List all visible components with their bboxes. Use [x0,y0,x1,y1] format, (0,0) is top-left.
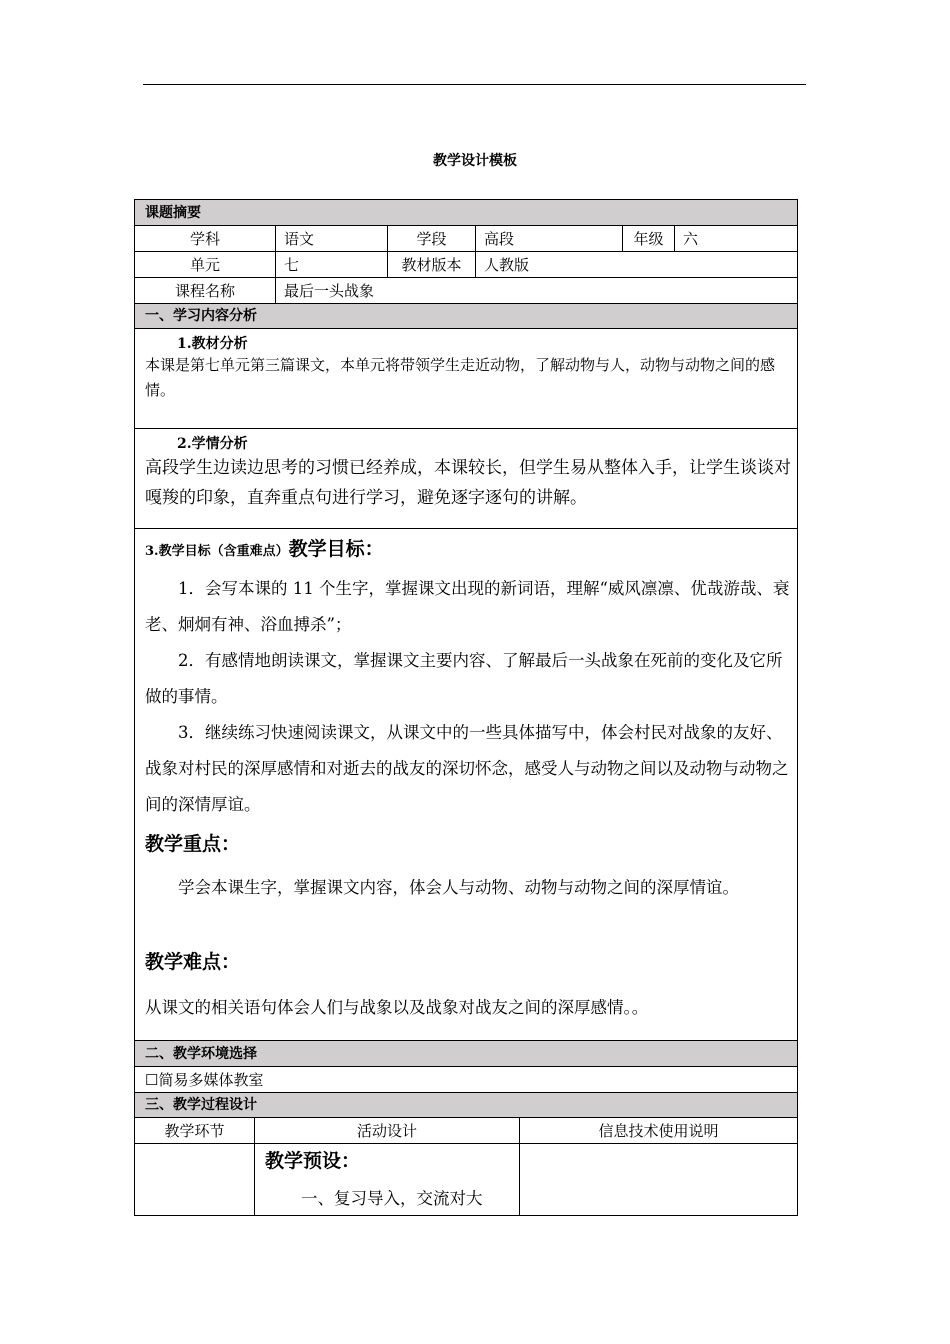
stage-label: 学段 [387,226,475,251]
summary-row-course [135,278,797,304]
section2-header: 二、教学环境选择 [145,1046,257,1062]
column-teaching-stage: 教学环节 [164,1122,225,1140]
goal-item: 3．继续练习快速阅读课文，从课文中的一些具体描写中，体会村民对战象的友好、战象对村民的深厚感情和对逝去的战友的深切怀念，感受人与动物之间以及动物与动物之间的深情厚谊。 [145,723,789,814]
summary-row-unit [135,252,797,278]
course-label: 课程名称 [174,282,235,300]
grade-value: 六 [674,226,797,251]
process-columns-row [135,1118,797,1144]
student-analysis-title: 2.学情分析 [177,436,248,452]
stage-cell [135,1144,254,1215]
goal-item: 2．有感情地朗读课文，掌握课文主要内容、了解最后一头战象在死前的变化及它所做的事情。 [145,651,783,706]
column-it-usage: 信息技术使用说明 [519,1118,797,1143]
textbook-analysis-text: 本课是第七单元第三篇课文，本单元将带领学生走近动物，了解动物与人，动物与动物之间的感情。 [145,356,776,399]
goals-section-title [145,537,384,564]
key-points-text: 学会本课生字，掌握课文内容，体会人与动物、动物与动物之间的深厚情谊。 [178,878,739,897]
grade-label: 年级 [622,226,674,251]
subject-label: 学科 [189,230,220,248]
environment-option: ☐简易多媒体教室 [145,1071,264,1089]
header-rule [143,84,806,85]
unit-value: 七 [275,252,387,277]
course-value: 最后一头战象 [275,278,797,303]
section2-header-row [135,1041,797,1067]
unit-label: 单元 [189,256,220,274]
difficulty-text: 从课文的相关语句体会人们与战象以及战象对战友之间的深厚感情。。 [145,998,649,1017]
textbook-analysis-title: 1.教材分析 [177,336,248,352]
edition-value: 人教版 [475,252,797,277]
section1-header-row [135,304,797,329]
section3-header: 三、教学过程设计 [145,1097,257,1113]
goals-row [135,529,797,1041]
section1-header: 一、学习内容分析 [145,308,257,324]
difficulty-heading: 教学难点： [145,951,241,973]
summary-header-row [135,200,797,226]
first-step-text: 一、复习导入，交流对大 [301,1189,483,1208]
lesson-plan-table [134,199,798,1216]
goal-item: 1．会写本课的 11 个生字，掌握课文出现的新词语，理解“威风凛凛、优哉游哉、衰老、炯炯有神、浴血搏杀”； [145,579,790,634]
stage-value: 高段 [475,226,622,251]
preset-heading: 教学预设： [265,1150,361,1172]
edition-label: 教材版本 [387,252,475,277]
goals-subtitle: 3.教学目标（含重难点） [145,544,289,559]
document-title: 教学设计模板 [433,153,517,169]
column-activity-design: 活动设计 [254,1118,519,1143]
process-row [135,1144,797,1215]
summary-header: 课题摘要 [145,205,201,221]
key-points-heading: 教学重点： [145,833,241,855]
goals-heading: 教学目标： [288,538,384,560]
student-analysis-row [135,429,797,529]
activity-cell [254,1144,519,1215]
summary-row-subject [135,226,797,252]
environment-row [135,1067,797,1093]
section3-header-row [135,1093,797,1118]
textbook-analysis-row [135,329,797,429]
student-analysis-text: 高段学生边读边思考的习惯已经养成，本课较长，但学生易从整体入手，让学生谈谈对嘎羧的印象，直奔重点句进行学习，避免逐字逐句的讲解。 [145,458,791,508]
it-usage-cell [519,1144,797,1215]
subject-value: 语文 [275,226,387,251]
